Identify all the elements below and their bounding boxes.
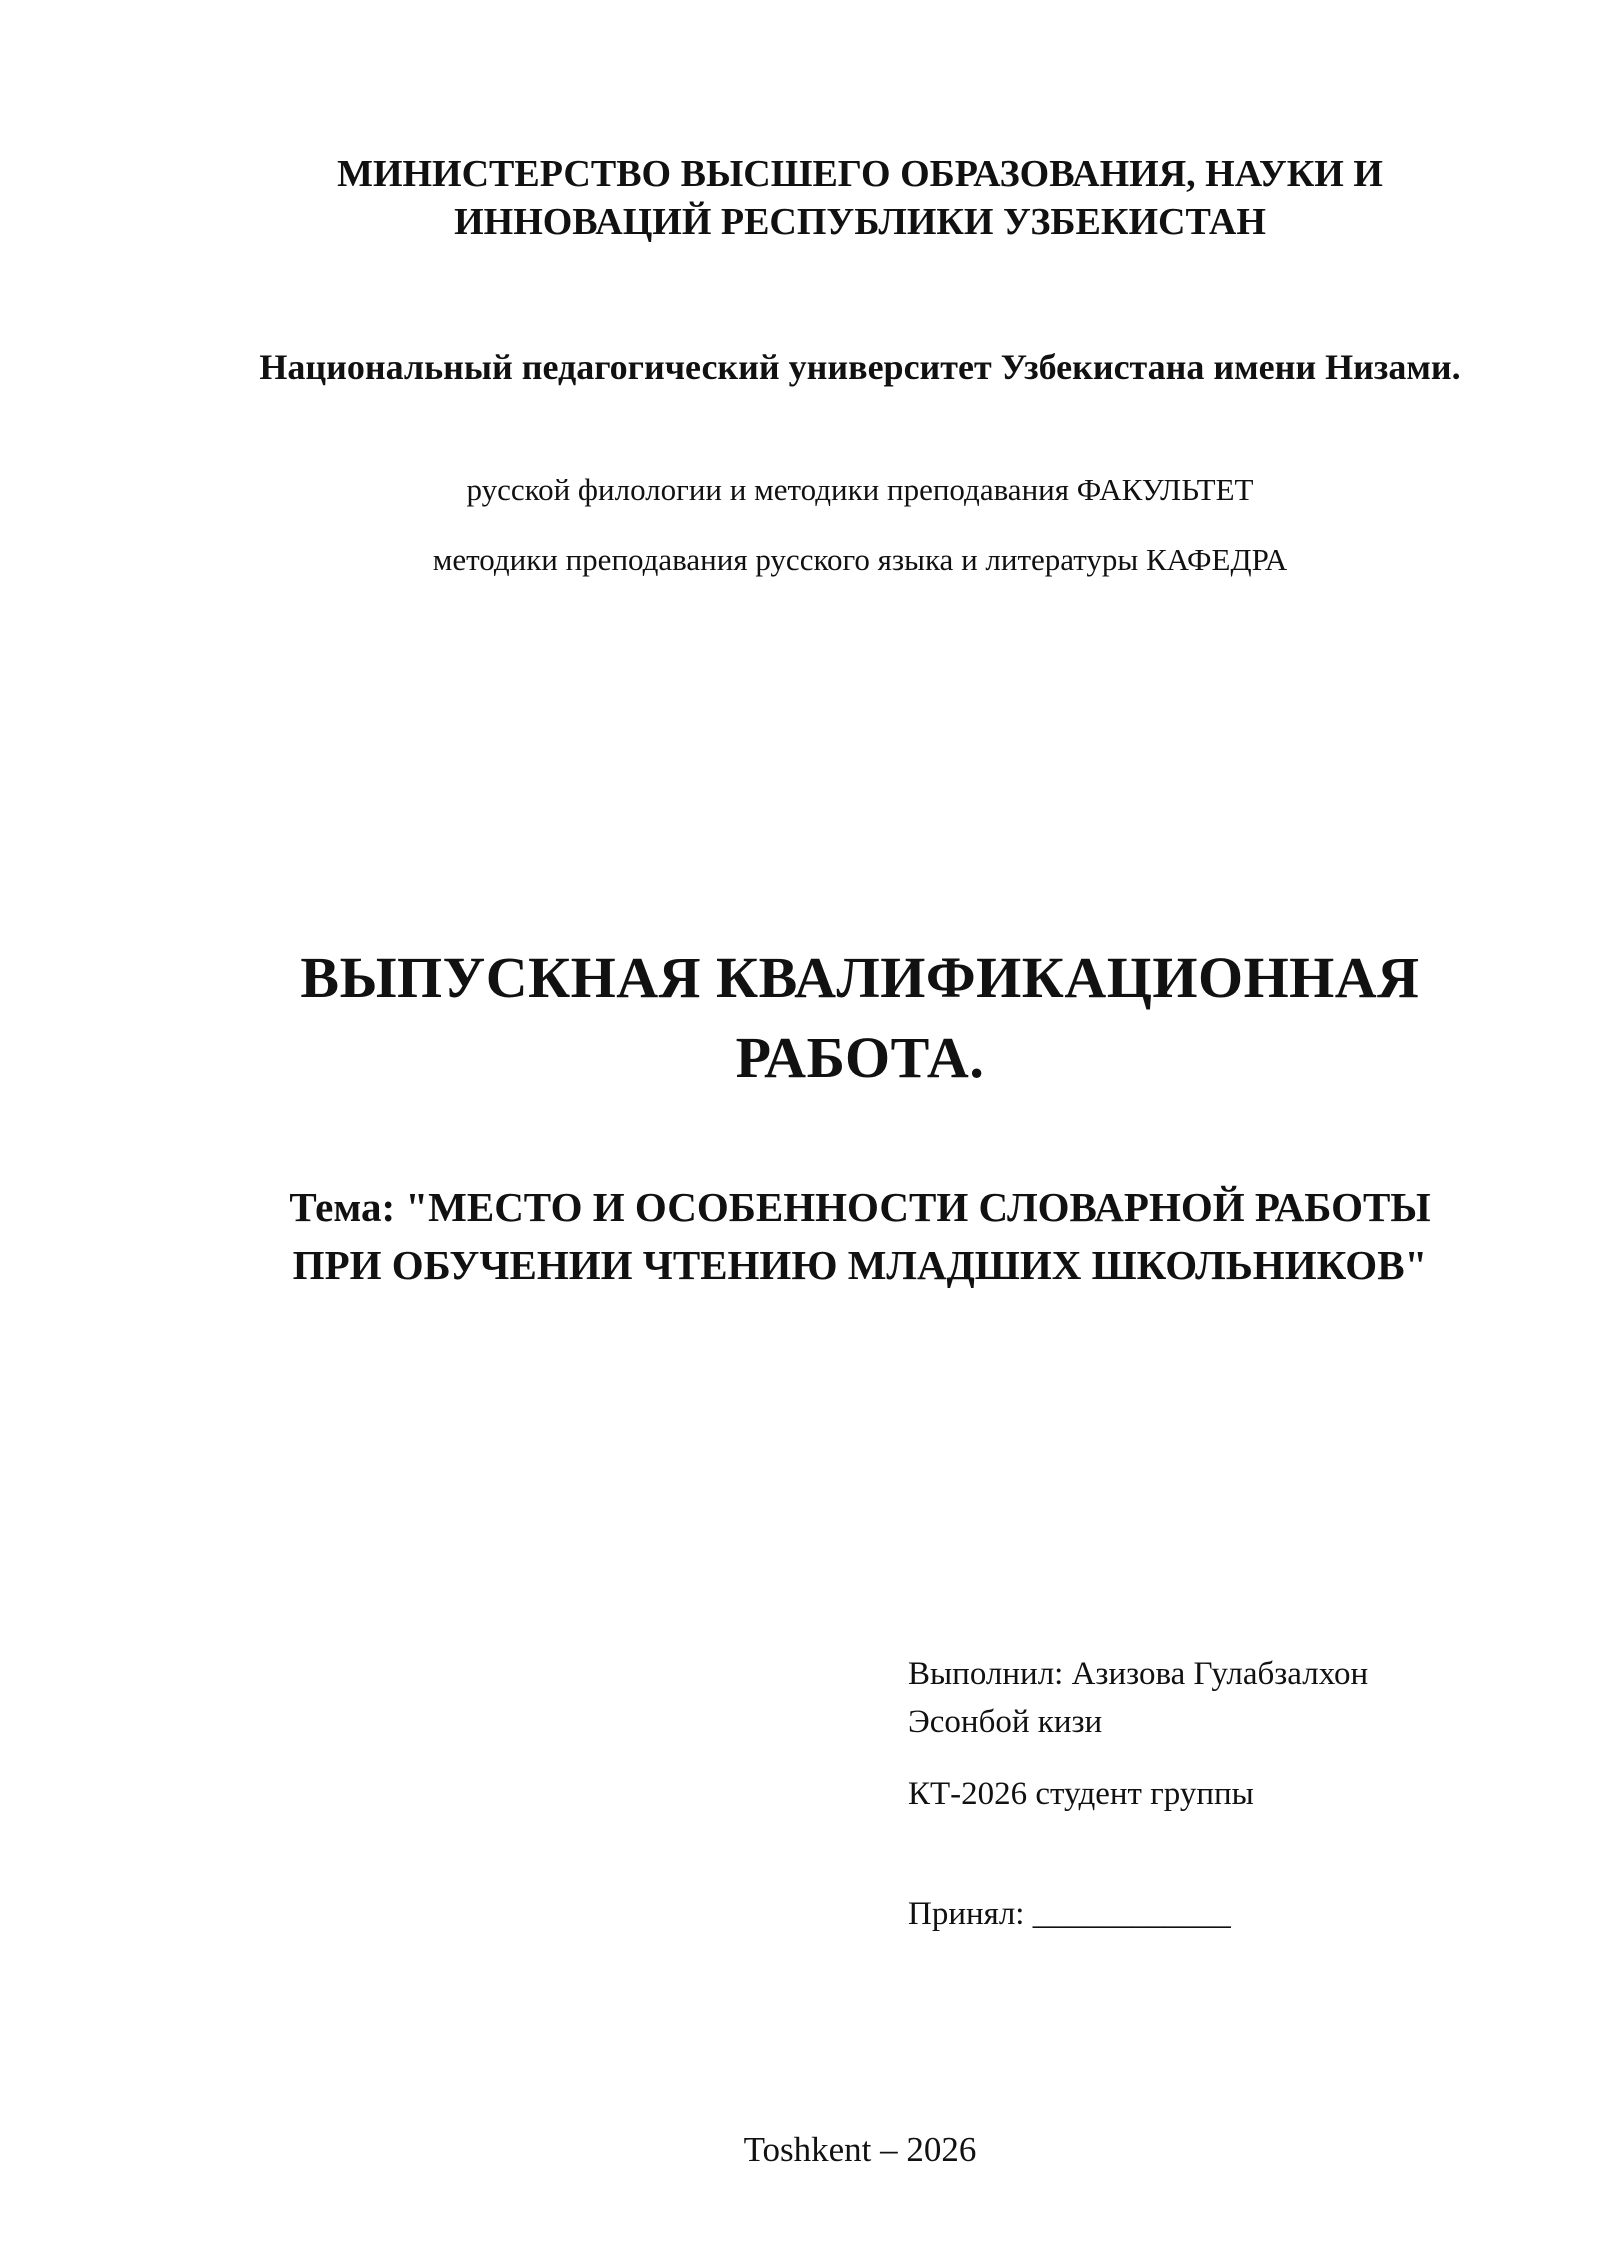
department-line: методики преподавания русского языка и литературы КАФЕДРА	[432, 542, 1288, 577]
accepted-by: Принял: ____________	[908, 1896, 1231, 1932]
ministry-heading: МИНИСТЕРСТВО ВЫСШЕГО ОБРАЗОВАНИЯ, НАУКИ И ИННОВАЦИЙ РЕСПУБЛИКИ УЗБЕКИСТАН	[337, 153, 1383, 243]
university-name: Национальный педагогический университет Узбекистана имени Низами.	[259, 347, 1461, 387]
performed-by: Выполнил: Азизова Гулабзалхон Эсонбой кизи	[908, 1656, 1369, 1740]
faculty-line: русской филологии и методики преподавания ФАКУЛЬТЕТ	[466, 472, 1254, 507]
work-title: ВЫПУСКНАЯ КВАЛИФИКАЦИОННАЯ РАБОТА.	[300, 945, 1420, 1090]
city-year: Toshkent – 2026	[743, 2130, 977, 2169]
student-group: КТ-2026 студент группы	[908, 1776, 1254, 1812]
thesis-topic: Тема: "МЕСТО И ОСОБЕННОСТИ СЛОВАРНОЙ РАБОТЫ ПРИ ОБУЧЕНИИ ЧТЕНИЮ МЛАДШИХ ШКОЛЬНИКОВ"	[289, 1184, 1431, 1288]
